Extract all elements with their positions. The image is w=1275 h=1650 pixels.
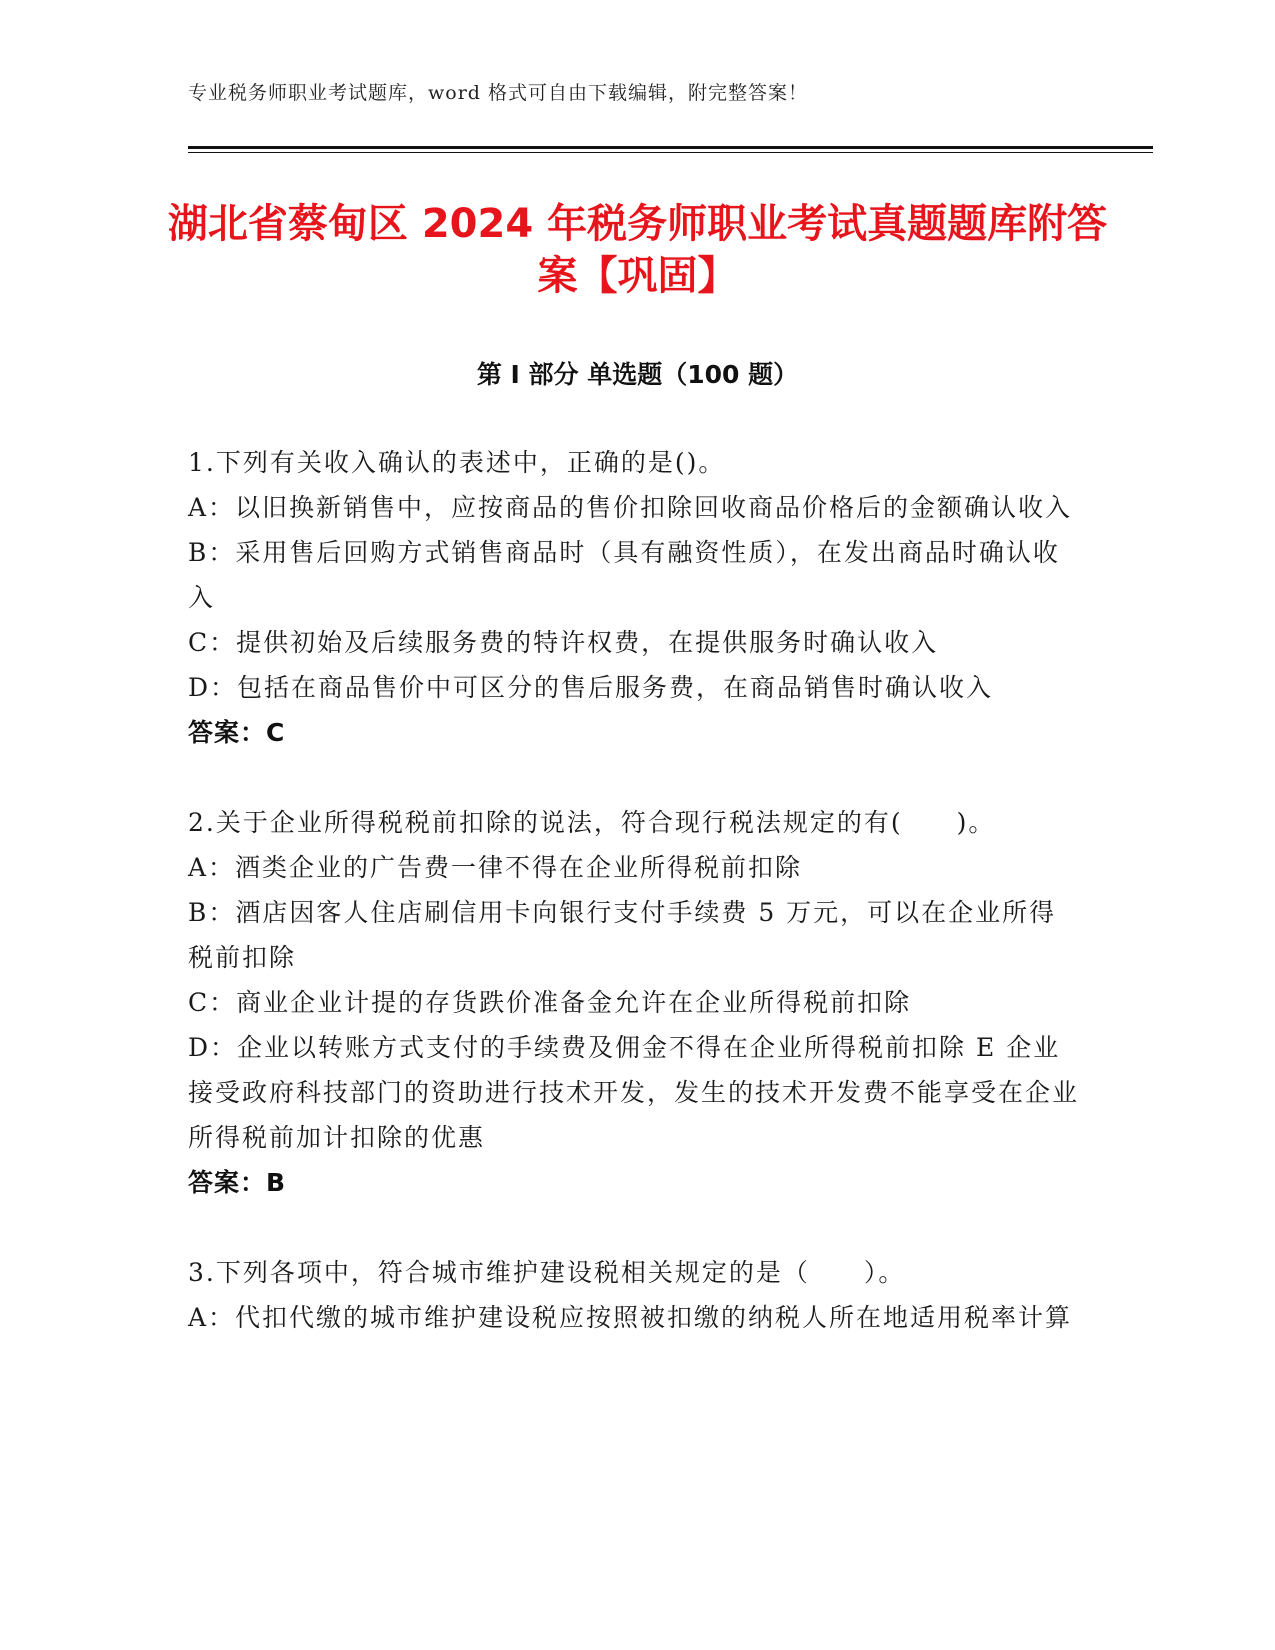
question-3 bbox=[188, 1250, 1083, 1340]
question-stem: 1.下列有关收入确认的表述中，正确的是()。 bbox=[188, 448, 726, 477]
option-d: D：企业以转账方式支付的手续费及佣金不得在企业所得税前扣除 E 企业接受政府科技部门的资助进行技术开发，发生的技术开发费不能享受在企业所得税前加计扣除的优惠 bbox=[188, 1033, 1080, 1152]
question-1 bbox=[188, 440, 1083, 755]
option-b: B：采用售后回购方式销售商品时（具有融资性质），在发出商品时确认收入 bbox=[188, 538, 1060, 612]
section-title: 第 I 部分 单选题（100 题） bbox=[476, 360, 799, 389]
option-a: A：代扣代缴的城市维护建设税应按照被扣缴的纳税人所在地适用税率计算 bbox=[188, 1303, 1073, 1332]
option-a: A：酒类企业的广告费一律不得在企业所得税前扣除 bbox=[188, 853, 803, 882]
option-c: C：商业企业计提的存货跌价准备金允许在企业所得税前扣除 bbox=[188, 988, 912, 1017]
option-c: C：提供初始及后续服务费的特许权费，在提供服务时确认收入 bbox=[188, 628, 939, 657]
header-rule-thick bbox=[188, 146, 1153, 149]
question-2 bbox=[188, 800, 1083, 1205]
option-d: D：包括在商品售价中可区分的售后服务费，在商品销售时确认收入 bbox=[188, 673, 994, 702]
answer: 答案：C bbox=[188, 718, 286, 747]
option-b: B：酒店因客人住店刷信用卡向银行支付手续费 5 万元，可以在企业所得税前扣除 bbox=[188, 898, 1057, 972]
document-title: 湖北省蔡甸区 2024 年税务师职业考试真题题库附答案【巩固】 bbox=[167, 201, 1108, 299]
question-stem: 2.关于企业所得税税前扣除的说法，符合现行税法规定的有( )。 bbox=[188, 808, 996, 837]
question-list bbox=[188, 440, 1083, 1385]
option-a: A：以旧换新销售中，应按商品的售价扣除回收商品价格后的金额确认收入 bbox=[188, 493, 1073, 522]
header-rule-thin bbox=[188, 152, 1153, 153]
header-note: 专业税务师职业考试题库，word 格式可自由下载编辑，附完整答案！ bbox=[188, 82, 808, 104]
question-stem: 3.下列各项中，符合城市维护建设税相关规定的是（ ）。 bbox=[188, 1258, 906, 1287]
answer: 答案：B bbox=[188, 1168, 287, 1197]
